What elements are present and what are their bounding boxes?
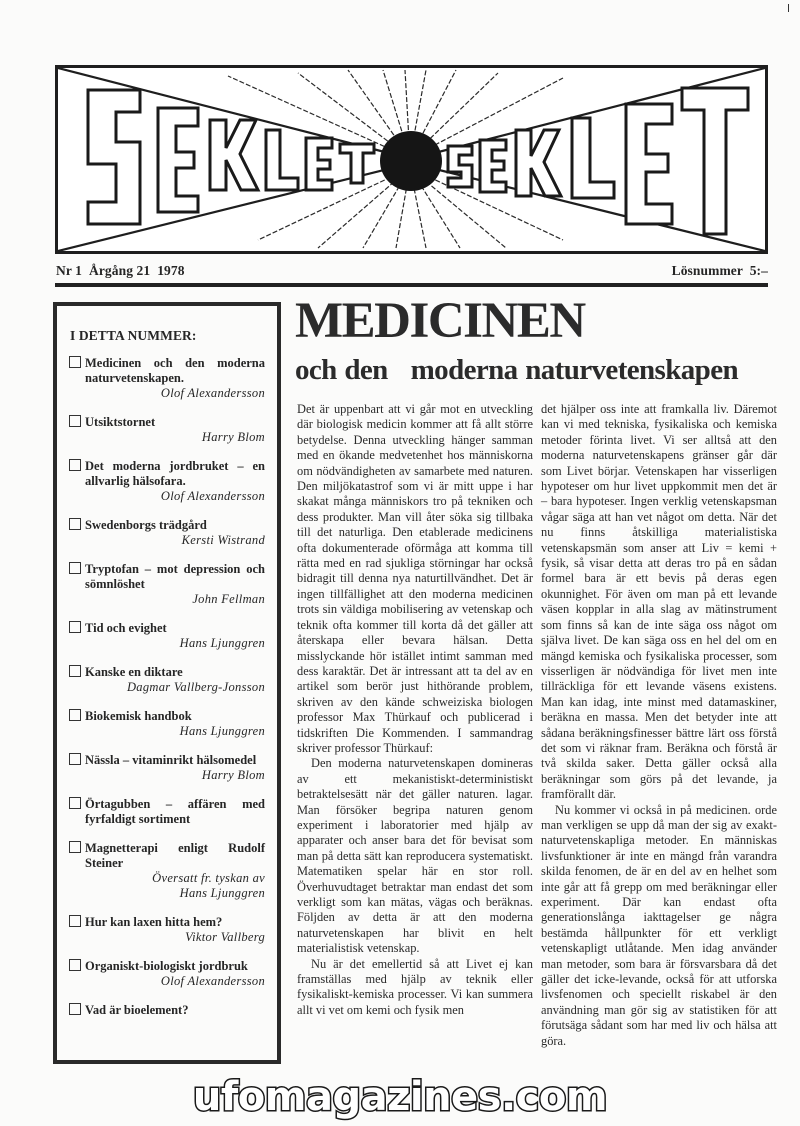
checkbox-icon: [69, 1003, 81, 1015]
article-column-1: [297, 402, 533, 1018]
toc-item-label: Medicinen och den moderna naturvetenskapen.: [85, 356, 265, 385]
issue-price: Lösnummer 5:–: [671, 263, 768, 278]
toc-item-author: Dagmar Vallberg-Jonsson: [126, 680, 265, 694]
checkbox-icon: [69, 959, 81, 971]
checkbox-icon: [69, 518, 81, 530]
toc-item: [69, 1003, 265, 1018]
sunburst-icon: [58, 68, 765, 251]
toc-item-title: [69, 1003, 265, 1018]
toc-item-title: [69, 518, 265, 533]
toc-item-title: [69, 841, 265, 871]
article-headline: MEDICINEN: [295, 293, 585, 349]
article-paragraph: Den moderna naturvetenskapen domineras av ett mekanistiskt-deterministiskt betraktelsesätt när det gäller naturen. lagar. Man försöker begripa naturen genom experiment i laboratorier med hjälp av apparater och anser bara det för bevisat som man på detta sätt kan reproducera systematiskt. Matematiken spelar här en stor roll. Överhuvudtaget betraktar man endast det som verkligt som kan mätas, vägas och beräknas. Följden av detta är att den moderna naturvetenskapen har blivit en helt materialistisk vetenskap.: [297, 756, 533, 956]
toc-item-author: Hans Ljunggren: [179, 636, 265, 650]
checkbox-icon: [69, 841, 81, 853]
toc-item-label: Kanske en diktare: [85, 665, 183, 679]
toc-item-author: Olof Alexandersson: [160, 386, 265, 400]
checkbox-icon: [69, 753, 81, 765]
toc-item-label: Utsiktstornet: [85, 415, 156, 429]
toc-item: [69, 709, 265, 739]
toc-item: [69, 621, 265, 651]
toc-item-author: Kersti Wistrand: [181, 533, 265, 547]
toc-item-title: [69, 459, 265, 489]
checkbox-icon: [69, 459, 81, 471]
article-paragraph: Det är uppenbart att vi går mot en utveckling där biologisk medicin kommer att få allt större betydelse. Denna utveckling hänger samman med en ökande medvetenhet hos människorna om nödvändigheten av samarbete med naturen. Den miljökatastrof som vi är mitt uppe i har skakat många människors tro på tekniken och dess produkter. Man vill åter söka sig tillbaka till det naturliga. Den etablerade medicinens ofta dokumenterade oförmåga att komma till rätta med en rad sjukliga störningar har också bidragit till denna nya naturtillvändhet. Det är ingen tillfällighet att den moderna medicinen trots sin väldiga mobilisering av vetenskap och teknik ofta kommer till korta då det gäller att återskapa eller bevara hälsan. Detta misslyckande hör istället intimt samman med dess karaktär. Det är intressant att ta del av en artikel som berör just hithörande problem, skriven av den kände schweiziska biologen professor Max Thürkauf och publicerad i tidskriften Die Kommenden. I sammandrag skriver professor Thürkauf:: [297, 402, 533, 755]
toc-item-author: Harry Blom: [201, 768, 265, 782]
toc-item-title: [69, 959, 265, 974]
toc-item-label: Örtagubben – affären med fyrfaldigt sortiment: [85, 797, 265, 826]
checkbox-icon: [69, 797, 81, 809]
toc-item-title: [69, 915, 265, 930]
article-subheadline: och den moderna naturvetenskapen: [295, 354, 738, 386]
toc-item-title: [69, 797, 265, 827]
toc-item-author: Olof Alexandersson: [160, 974, 265, 988]
table-of-contents: [53, 302, 281, 1064]
toc-item: [69, 518, 265, 548]
toc-item-title: [69, 621, 265, 636]
toc-item-title: [69, 415, 265, 430]
scan-mark: [788, 4, 789, 12]
toc-item-title: [69, 753, 265, 768]
toc-item: [69, 959, 265, 989]
watermark: ufomagazines.com: [192, 1074, 608, 1120]
article-paragraph: Nu kommer vi också in på medicinen. orde man verkligen se upp då man der sig av exakt-naturvetenskapliga metoder. En människas livsfunktioner är inte en mängd från varandra skilda fenomen, de är en del av en helhet som inte går att få grepp om med beräkningar eller experiment. Där kan endast ofta generationslånga iakttagelser ge några bestämda hållpunkter för ett verkligt vetenskapligt utlåtande. Men idag använder man metoder, som bara är försvarsbara då det gäller det icke-levande, också för att utforska livsfenomen och speciellt riskabel är den användning man gör sig av statistiken för att förutsäga sådant som har med liv och hälsa att göra.: [541, 802, 777, 1048]
toc-item: [69, 459, 265, 504]
toc-title: I DETTA NUMMER:: [70, 328, 197, 343]
toc-item: [69, 797, 265, 827]
toc-item-title: [69, 709, 265, 724]
toc-item: [69, 841, 265, 901]
toc-item-author: Hans Ljunggren: [179, 886, 265, 900]
toc-item-label: Nässla – vitaminrikt hälsomedel: [85, 753, 257, 767]
masthead-logo: [55, 65, 768, 254]
checkbox-icon: [69, 915, 81, 927]
checkbox-icon: [69, 356, 81, 368]
toc-item-label: Organiskt-biologiskt jordbruk: [85, 959, 248, 973]
toc-item-label: Hur kan laxen hitta hem?: [85, 915, 223, 929]
toc-item-title: [69, 665, 265, 680]
checkbox-icon: [69, 415, 81, 427]
toc-item: [69, 415, 265, 445]
toc-item-author: Viktor Vallberg: [185, 930, 265, 944]
toc-item-label: Tid och evighet: [85, 621, 167, 635]
toc-item-author: Olof Alexandersson: [160, 489, 265, 503]
header-rule: [55, 283, 768, 287]
toc-item-author: Hans Ljunggren: [179, 724, 265, 738]
article-paragraph: Nu är det emellertid så att Livet ej kan framställas med hjälp av teknik eller fysikaliskt-kemiska processer. Vi kan summera allt vi vet om kemi och fysik men: [297, 956, 533, 1017]
checkbox-icon: [69, 562, 81, 574]
article-paragraph: det hjälper oss inte att framkalla liv. Däremot kan vi med tekniska, fysikaliska och kemiska metoder förinta livet. Vi ser alltså att den moderna naturvetenskapens gränser går där som Livet börjar. Vetenskapen har visserligen hypoteser om hur livet uppkommit men det är – bara hypoteser. Ingen verklig vetenskapsman vågar säga att han vet något om detta. När det nu finns åtskilliga materialistiska vetenskapsmän som anser att Liv = kemi + fysik, så visar detta att deras tro på en sådan formel bara är ett bevis på deras egen okunnighet. För även om man på ett levande väsen kopplar in alla slag av mätinstrument som finns så kan de inte säga oss något om själva livet. De kan säga oss en hel del om en mängd kemiska och fysikaliska processer, som visserligen är nödvändiga för livet men inte tillräckliga för ett levande väsens existens. Man kan idag, inte minst med datamaskiner, beräkna en massa. Men det betyder inte att sådana beräkningsfinesser bättre lärt oss förstå det som vi räknar fram. Beräkna och förstå är två skilda saker. Detta gäller också alla beräkningar som görs på det levande, ja framförallt där.: [541, 402, 777, 802]
toc-item-author: Översatt fr. tyskan av: [152, 871, 265, 885]
toc-item-label: Swedenborgs trädgård: [85, 518, 207, 532]
toc-item-label: Vad är bioelement?: [85, 1003, 189, 1017]
toc-item-label: Biokemisk handbok: [85, 709, 192, 723]
toc-item: [69, 356, 265, 401]
checkbox-icon: [69, 665, 81, 677]
toc-item: [69, 753, 265, 783]
toc-item-author: Harry Blom: [201, 430, 265, 444]
checkbox-icon: [69, 709, 81, 721]
toc-item-label: Magnetterapi enligt Rudolf Steiner: [85, 841, 265, 870]
toc-item-label: Det moderna jordbruket – en allvarlig hälsofara.: [85, 459, 265, 488]
checkbox-icon: [69, 621, 81, 633]
toc-item-author: John Fellman: [192, 592, 265, 606]
toc-list: [69, 356, 265, 1032]
toc-item-title: [69, 562, 265, 592]
article-column-2: [541, 402, 777, 1049]
issue-number: Nr 1 Årgång 21 1978: [56, 263, 185, 278]
toc-item: [69, 665, 265, 695]
toc-item-label: Tryptofan – mot depression och sömnlöshet: [85, 562, 265, 591]
toc-item: [69, 562, 265, 607]
logo-letters-left: [88, 90, 374, 224]
toc-item: [69, 915, 265, 945]
toc-item-title: [69, 356, 265, 386]
issue-info: [56, 262, 768, 279]
